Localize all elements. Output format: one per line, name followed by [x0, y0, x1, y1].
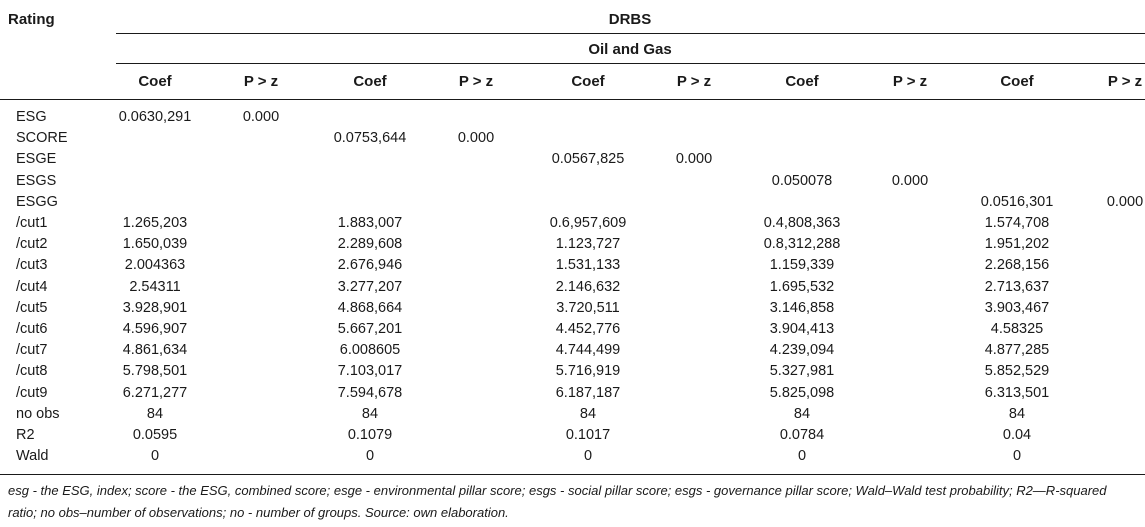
coef-cell: 2.146,632: [555, 278, 621, 295]
row-label: ESGE: [16, 151, 57, 168]
coef-cell: 3.928,901: [122, 299, 188, 316]
col-header-coef: Coef: [785, 73, 819, 90]
coef-cell: 0.0784: [779, 427, 825, 443]
col-header-coef: Coef: [1000, 73, 1034, 90]
pvalue-cell: 0.000: [1106, 193, 1144, 210]
coef-cell: 5.825,098: [769, 384, 835, 401]
coef-cell: 6.313,501: [984, 384, 1050, 401]
coef-cell: 4.452,776: [555, 321, 621, 337]
coef-cell: 2.268,156: [984, 257, 1050, 274]
table-row: [0, 279, 1145, 300]
pvalue-cell: 0.000: [675, 151, 713, 168]
coef-cell: 1.574,708: [984, 215, 1050, 231]
table-row: [0, 300, 1145, 321]
row-label: /cut5: [16, 299, 48, 316]
coef-cell: 0: [583, 448, 593, 465]
coef-cell: 3.277,207: [337, 278, 403, 295]
coef-cell: 84: [146, 405, 164, 422]
group-header: DRBS: [608, 11, 652, 28]
coef-cell: 0.0595: [132, 427, 178, 443]
table-row: [0, 321, 1145, 342]
pvalue-cell: 0.000: [891, 172, 929, 189]
col-header-pz: P > z: [892, 73, 928, 90]
coef-cell: 0: [1012, 448, 1022, 465]
coef-cell: 2.713,637: [984, 278, 1050, 295]
table-row: [0, 215, 1145, 236]
row-label: R2: [16, 427, 35, 443]
coef-cell: 0.8,312,288: [763, 236, 841, 253]
pvalue-cell: 0.000: [457, 130, 495, 147]
rule-under-group: [116, 33, 1145, 34]
coef-cell: 0.0567,825: [551, 151, 625, 168]
col-header-pz: P > z: [458, 73, 494, 90]
table-row: [0, 151, 1145, 172]
table-row: [0, 448, 1145, 469]
coef-cell: 84: [1008, 405, 1026, 422]
coef-cell: 0.1017: [565, 427, 611, 443]
row-label: /cut3: [16, 257, 48, 274]
table-row: [0, 406, 1145, 427]
col-header-coef: Coef: [138, 73, 172, 90]
coef-cell: 7.103,017: [337, 363, 403, 380]
rule-under-columns: [0, 99, 1145, 100]
coef-cell: 0: [365, 448, 375, 465]
coef-cell: 84: [579, 405, 597, 422]
table-row: [0, 130, 1145, 151]
coef-cell: 4.861,634: [122, 342, 188, 359]
footnote: esg - the ESG, index; score - the ESG, combined score; esge - environmental pillar score; esgs - social pillar score; esgs - governance pillar score; Wald–Wald test probability; R2—R-squared ratio; no obs–number of observations; no - number of groups. Source: own elaboration.: [8, 483, 1107, 520]
col-header-coef: Coef: [571, 73, 605, 90]
coef-cell: 0.0753,644: [333, 130, 407, 147]
rule-bottom: [0, 474, 1145, 475]
row-label: /cut8: [16, 363, 48, 380]
col-header-coef: Coef: [353, 73, 387, 90]
coef-cell: 3.146,858: [769, 299, 835, 316]
coef-cell: 4.239,094: [769, 342, 835, 359]
row-label: no obs: [16, 405, 60, 422]
coef-cell: 6.008605: [339, 342, 401, 359]
coef-cell: 5.798,501: [122, 363, 188, 380]
coef-cell: 2.004363: [124, 257, 186, 274]
table-row: [0, 342, 1145, 363]
coef-cell: 4.877,285: [984, 342, 1050, 359]
table-row: [0, 427, 1145, 448]
row-label: Wald: [16, 448, 49, 465]
table-row: [0, 385, 1145, 406]
rating-header: Rating: [8, 11, 55, 28]
row-label: SCORE: [16, 130, 68, 147]
row-label: /cut1: [16, 215, 48, 231]
row-label: /cut2: [16, 236, 48, 253]
coef-cell: 3.903,467: [984, 299, 1050, 316]
coef-cell: 84: [361, 405, 379, 422]
coef-cell: 3.904,413: [769, 321, 835, 337]
coef-cell: 5.327,981: [769, 363, 835, 380]
row-label: ESGG: [16, 193, 58, 210]
table-row: [0, 194, 1145, 215]
row-label: /cut6: [16, 321, 48, 337]
col-header-pz: P > z: [1107, 73, 1143, 90]
coef-cell: 7.594,678: [337, 384, 403, 401]
coef-cell: 0: [150, 448, 160, 465]
coef-cell: 2.289,608: [337, 236, 403, 253]
table-row: [0, 236, 1145, 257]
row-label: ESGS: [16, 172, 57, 189]
coef-cell: 1.265,203: [122, 215, 188, 231]
coef-cell: 4.596,907: [122, 321, 188, 337]
row-label: ESG: [16, 109, 47, 125]
table-row: [0, 363, 1145, 384]
coef-cell: 4.868,664: [337, 299, 403, 316]
col-header-pz: P > z: [243, 73, 279, 90]
coef-cell: 5.667,201: [337, 321, 403, 337]
table-row: [0, 109, 1145, 130]
coef-cell: 0.6,957,609: [549, 215, 627, 231]
coef-cell: 1.883,007: [337, 215, 403, 231]
row-label: /cut9: [16, 384, 48, 401]
subgroup-header: Oil and Gas: [588, 41, 672, 58]
table-row: [0, 257, 1145, 278]
coef-cell: 4.744,499: [555, 342, 621, 359]
coef-cell: 5.852,529: [984, 363, 1050, 380]
row-label: /cut7: [16, 342, 48, 359]
coef-cell: 0: [797, 448, 807, 465]
coef-cell: 3.720,511: [556, 299, 620, 316]
coef-cell: 84: [793, 405, 811, 422]
coef-cell: 5.716,919: [555, 363, 621, 380]
coef-cell: 1.650,039: [122, 236, 188, 253]
coef-cell: 0.050078: [771, 172, 833, 189]
pvalue-cell: 0.000: [242, 109, 280, 125]
coef-cell: 1.123,727: [555, 236, 621, 253]
coef-cell: 6.271,277: [122, 384, 188, 401]
row-label: /cut4: [16, 278, 48, 295]
coef-cell: 0.0516,301: [980, 193, 1054, 210]
col-header-pz: P > z: [676, 73, 712, 90]
coef-cell: 1.951,202: [984, 236, 1050, 253]
rule-under-subgroup: [116, 63, 1145, 64]
coef-cell: 1.531,133: [555, 257, 621, 274]
coef-cell: 0.04: [1002, 427, 1032, 443]
coef-cell: 0.1079: [347, 427, 393, 443]
coef-cell: 1.159,339: [769, 257, 835, 274]
coef-cell: 6.187,187: [555, 384, 621, 401]
coef-cell: 0.0630,291: [118, 109, 192, 125]
coef-cell: 1.695,532: [769, 278, 835, 295]
table-row: [0, 173, 1145, 194]
coef-cell: 2.54311: [129, 278, 181, 295]
coef-cell: 0.4,808,363: [763, 215, 841, 231]
coef-cell: 2.676,946: [337, 257, 403, 274]
coef-cell: 4.58325: [990, 321, 1044, 337]
